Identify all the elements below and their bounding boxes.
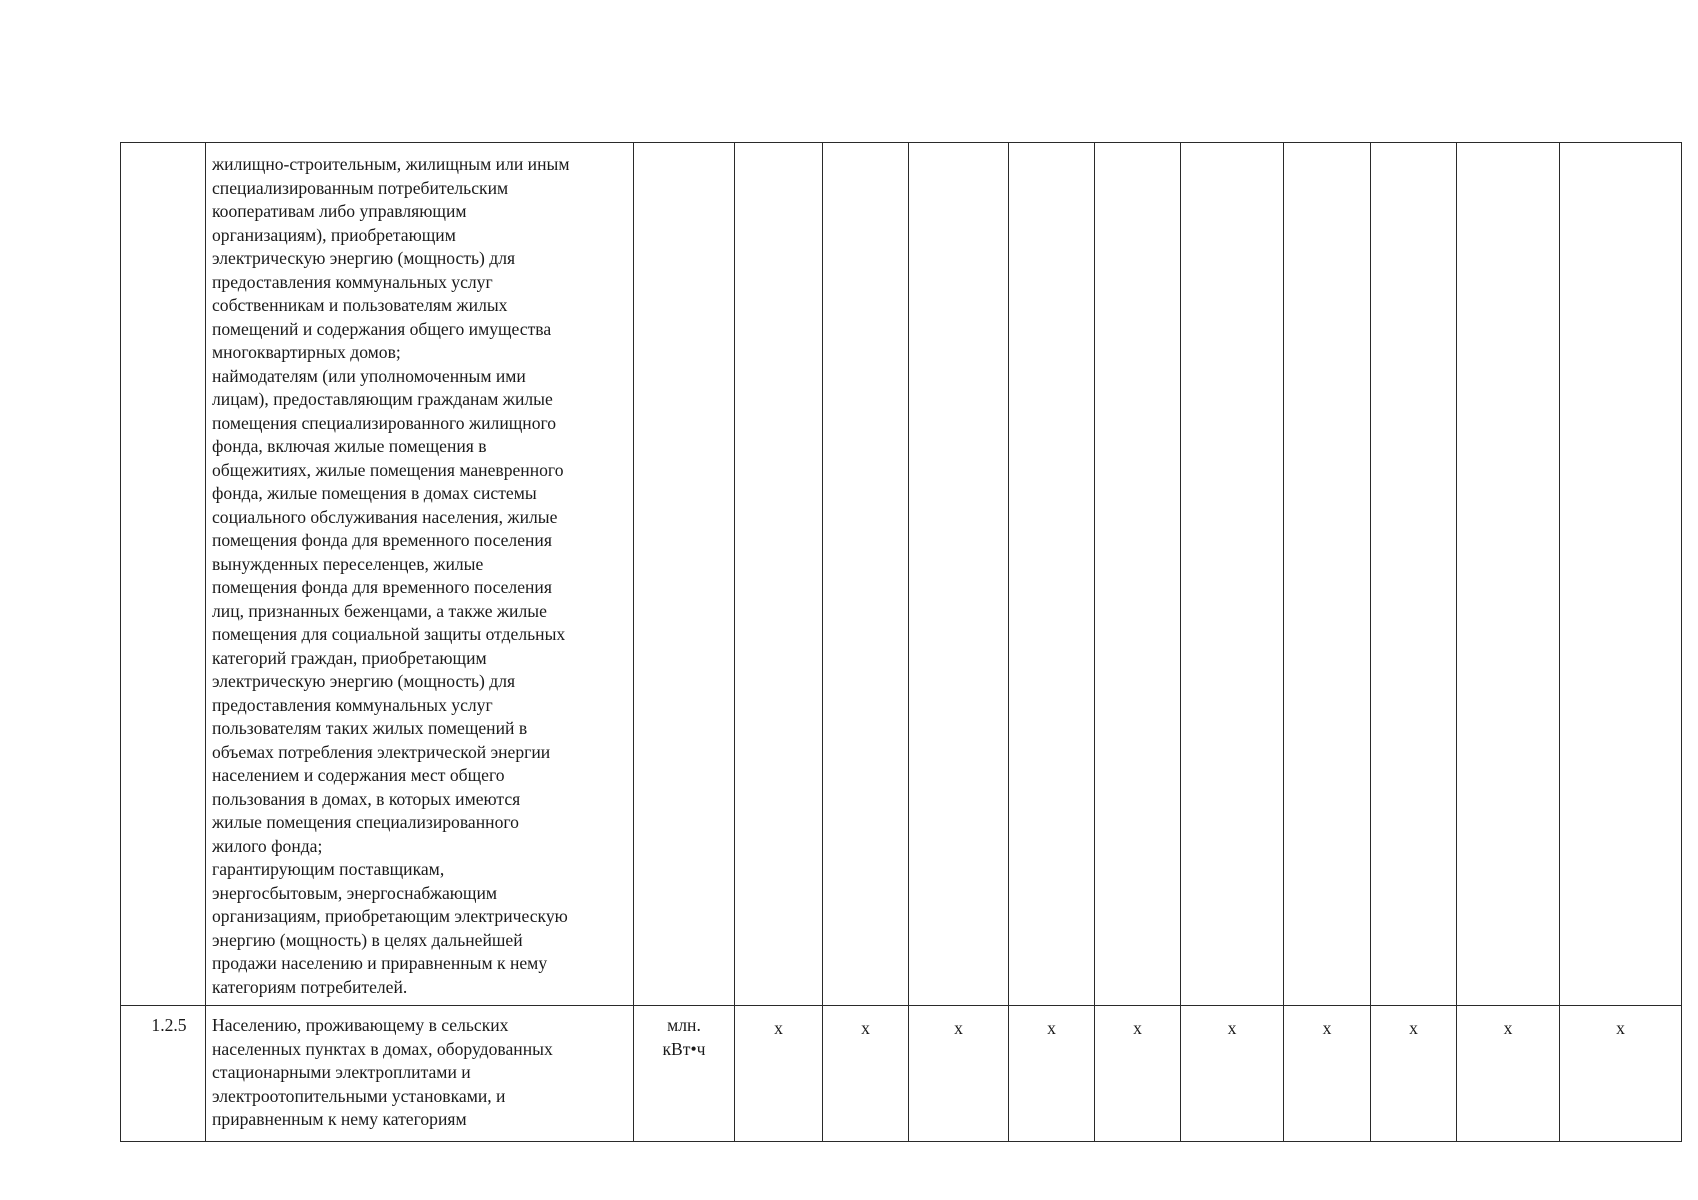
cell-value bbox=[909, 143, 1009, 1006]
cell-value bbox=[1095, 143, 1181, 1006]
cell-unit: млн. кВт•ч bbox=[634, 1006, 735, 1142]
cell-value bbox=[1371, 143, 1457, 1006]
cell-value bbox=[1284, 143, 1371, 1006]
table-row-1-2-5 bbox=[121, 1006, 1682, 1142]
data-table bbox=[120, 142, 1682, 1142]
cell-value: х bbox=[823, 1006, 909, 1142]
cell-value bbox=[1009, 143, 1095, 1006]
cell-value: х bbox=[1457, 1006, 1560, 1142]
cell-value: х bbox=[909, 1006, 1009, 1142]
table-row-continuation bbox=[121, 143, 1682, 1006]
cell-value: х bbox=[1371, 1006, 1457, 1142]
cell-value: х bbox=[1095, 1006, 1181, 1142]
cell-value: х bbox=[1009, 1006, 1095, 1142]
cell-value bbox=[1457, 143, 1560, 1006]
cell-number bbox=[121, 143, 206, 1006]
cell-number: 1.2.5 bbox=[121, 1006, 206, 1142]
cell-value: х bbox=[735, 1006, 823, 1142]
cell-description: Населению, проживающему в сельских населенных пунктах в домах, оборудованных стационарными электроплитами и электроотопительными установками, и приравненным к нему категориям bbox=[206, 1006, 634, 1142]
cell-value: х bbox=[1284, 1006, 1371, 1142]
cell-value bbox=[1560, 143, 1682, 1006]
cell-unit bbox=[634, 143, 735, 1006]
cell-value: х bbox=[1181, 1006, 1284, 1142]
cell-description: жилищно-строительным, жилищным или иным специализированным потребительским кооперативам либо управляющим организациям), приобретающим электрическую энергию (мощность) для предоставления коммунальных услуг собственникам и пользователям жилых помещений и содержания общего имущества многоквартирных домов; наймодателям (или уполномоченным ими лицам), предоставляющим гражданам жилые помещения специализированного жилищного фонда, включая жилые помещения в общежитиях, жилые помещения маневренного фонда, жилые помещения в домах системы социального обслуживания населения, жилые помещения фонда для временного поселения вынужденных переселенцев, жилые помещения фонда для временного поселения лиц, признанных беженцами, а также жилые помещения для социальной защиты отдельных категорий граждан, приобретающим электрическую энергию (мощность) для предоставления коммунальных услуг пользователям таких жилых помещений в объемах потребления электрической энергии населением и содержания мест общего пользования в домах, в которых имеются жилые помещения специализированного жилого фонда; гарантирующим поставщикам, энергосбытовым, энергоснабжающим организациям, приобретающим электрическую энергию (мощность) в целях дальнейшей продажи населению и приравненным к нему категориям потребителей. bbox=[206, 143, 634, 1006]
cell-value bbox=[735, 143, 823, 1006]
cell-value: х bbox=[1560, 1006, 1682, 1142]
cell-value bbox=[823, 143, 909, 1006]
cell-value bbox=[1181, 143, 1284, 1006]
